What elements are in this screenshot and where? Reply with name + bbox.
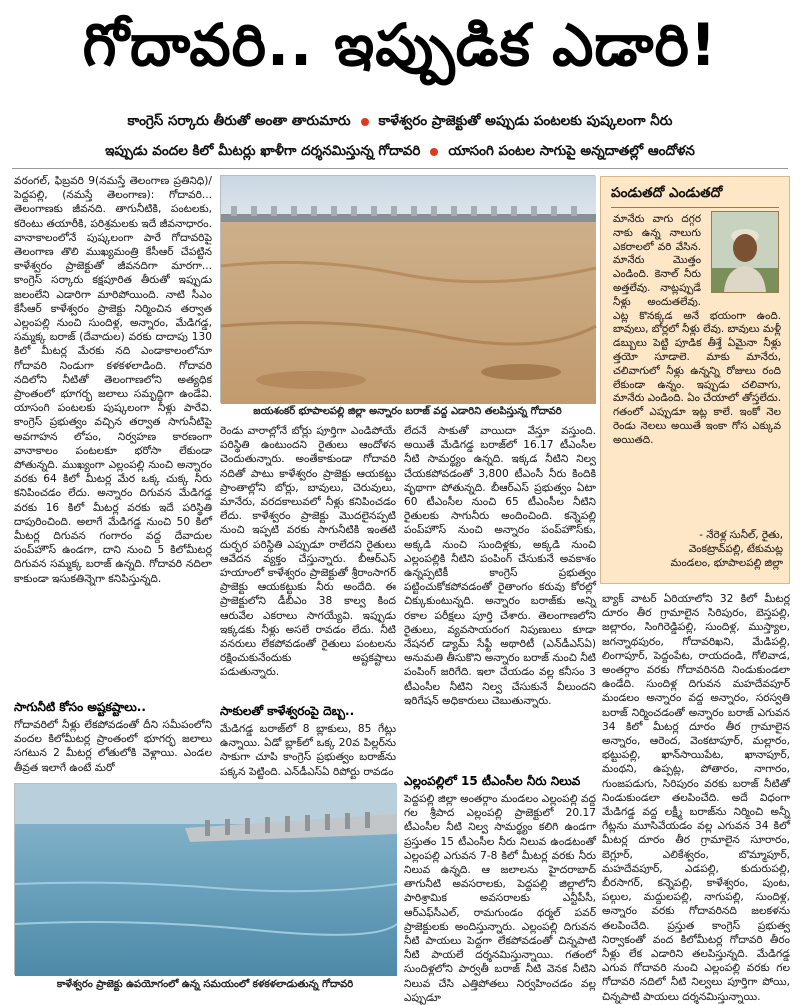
page-headline: గోదావరి.. ఇప్పుడిక ఎడారి!	[82, 10, 718, 79]
article-column-1	[14, 174, 212, 694]
signature-line-3: మండలం, భూపాలపల్లి జిల్లా	[670, 556, 783, 569]
article-intro: వరంగల్, ఫిబ్రవరి 9(నమస్తే తెలంగాణ ప్రతినిధి)/పెద్దపల్లి, (నమస్తే తెలంగాణ): గోదావరి... తెలంగాణకు జీవనది. తాగునీటికి, పంటలకు, కరెంటు తయారీకి, పరిశ్రమలకు ఇదే జీవనాధారం. వానాకాలంలోనే పుష్కలంగా పారే గోదావరిపై తెలంగాణ తొలి ముఖ్యమంత్రి కేసీఆర్ చేపట్టిన కాళేశ్వరం ప్రాజెక్టుతో జీవనదిగా మారగా... కాంగ్రెస్ సర్కారు కక్షపూరిత తీరుతో ఇప్పుడు జలంలేని ఎడారిగా మారిపోయింది. నాటి సీఎం కేసీఆర్ కాళేశ్వరం ప్రాజెక్టు నిర్మించిన తర్వాత ఎల్లంపల్లి నుంచి సుందిళ్ల, అన్నారం, మేడిగడ్డ, సమ్మక్క బరాజ్ (దేవాదుల) వరకు దాదాపు 130 కిలో మీటర్ల మేరకు నది ఎండాకాలంలోనూ గోదావరి నిండుగా కళకళలాడింది. గోదావరి నదిలోని నీటితో తెలంగాణలోని అత్యధిక ప్రాంతంలో భూగర్భ జలాలు సమృద్ధిగా ఉండేవి. యాసంగి పంటలకు పుష్కలంగా నీళ్లు పారేవి. కాంగ్రెస్ ప్రభుత్వం వచ్చిన తర్వాత సాగునీటిపై అవగాహన లోపం, నిర్వహణ కారణంగా వానాకాలం పంటలకూ భరోసా లేకుండా పోతున్నది. ముఖ్యంగా ఎల్లంపల్లి నుంచి అన్నారం వరకు 64 కిలో మీటర్ల మేర ఒక్క చుక్క నీరు కనిపించడం లేదు. అన్నారం దిగువన మేడిగడ్డ వరకు 16 కిలో మీటర్ల వరకు ఇదే పరిస్థితి దాపురించింది. అలాగే మేడిగడ్డ నుంచి 50 కిలో మీటర్ల దిగువన గంగారం వద్ద దేవాదుల పంప్‌హౌస్‌ ఉండగా, దాని నుంచి 5 కిలోమీటర్ల దిగువన సమ్మక్క బరాజ్ ఉన్నది. గోదావరి నదిలా కాకుండా ఇసుకతిన్నెగా కనిపిస్తున్నది.	[14, 175, 212, 585]
subhead-kaleshwaram: సాకులతో కాళేశ్వరంపై దెబ్బ..	[220, 704, 355, 718]
article-column-2-cont	[220, 722, 396, 780]
signature-line-1: - నేరెళ్ల సునీల్, రైతు,	[699, 529, 783, 541]
deck-line-1	[0, 108, 800, 136]
farmer-quote-box	[600, 176, 790, 584]
header-rule	[12, 168, 788, 169]
article-paragraph: పెద్దపల్లి జిల్లా అంతర్గాం మండలం ఎల్లంపల్లి వద్ద గల శ్రీపాద ఎల్లంపల్లి ప్రాజెక్టులో 20.17 టీఎంసీల నీటి నిల్వ సామర్థ్యం కలిగి ఉండగా ప్రస్తుతం 15 టీఎంసీల నీరు నిలువ ఉండటంతో ఎల్లంపల్లి ఎగువన 7-8 కిలో మీటర్ల వరకు నీరు నిలువ ఉన్నది. ఆ జలాలను హైదరాబాద్ తాగునీటి అవసరాలకు, పెద్దపల్లి జిల్లాలోని పారిశ్రామిక అవసరాలకు ఎన్టీపీసీ, ఆర్‌ఎఫ్‌సీఎల్, రామగుండం థర్మల్ పవర్ ప్రాజెక్టులకు అందిస్తున్నారు. ఎల్లంపల్లి దిగువన నీటి పాయలు పెద్దగా లేకపోవడంతో చిన్నపాటి నీటి పాయలే దర్శనమిస్తున్నాయి. గతంలో సుందిళ్లలోని పార్వతీ బరాజ్ నీటి వెనక నీటిని నిలువ చేసి ఎత్తిపోతలు నిర్వహించడం వల్ల ఎప్పుడూ	[404, 793, 596, 1004]
article-paragraph: బ్యాక్ వాటర్ ఏరియాలోని 32 కిలో మీటర్ల దూరం తీర గ్రామాలైన సిరిపురం, బెస్తపల్లి, జల్లారం, సింగిరెడ్డిపల్లి, సుందిళ్ల, ముస్త్యాల, జగన్నాథపురం, గోదావరిఖని, మేడిపల్లి, లింగాపూర్, పెద్దంపేట, రాయదండి, గోలివాడ, అంతర్గాం వరకు గోదావరినది నిండుకుండలా ఉండేది. సుందిళ్ల దిగువన మహదేవపూర్ మండలం అన్నారం వద్ద అన్నారం, సరస్వతి బరాజ్ నిర్మించడంతో అన్నారం బరాజ్ ఎగువన 34 కిలో మీటర్ల దూరం తీర గ్రామాలైన అన్నారం, ఆరెంద, వెంకటాపూర్, మల్లారం, భట్టుపల్లి, ఖాన్‌సాయిపేట, ఖానాపూర్, మంథని, ఉప్పట్ల, పోతారం, నాగారం, గుంజపడుగు, సిరిపురం వరకు బరాజ్ నీటితో నిండుకుండలా తలపించేది. అదే విధంగా మేడిగడ్డ వద్ద లక్ష్మీ బరాజ్‌ను నిర్మించి అన్నీ గేట్లను మూసివేయడం వల్ల ఎగువన 34 కిలో మీటర్ల దూరం తీర గ్రామాలైన సూరారం, బెగ్లూర్, ఎలికేశ్వరం, బొమ్మాపూర్, మహదేవపూర్, ఎడపల్లి, కుదురుపల్లి, బీరసాగర్, కన్నెపల్లి, కాళేశ్వరం, పుంట, పల్గుల, మద్దులపల్లి, నాగుపల్లి, సుందిళ్ల, అన్నారం వరకు గోదావరినది జలకళను తలపించేది. ప్రస్తుత కాంగ్రెస్ ప్రభుత్వ నిర్వాకంతో వంద కిలోమీటర్ల గోదావరి తీరం నీళ్లు లేక ఎడారిని తలపిస్తున్నది. మేడిగడ్డ ఎగువ గోదావరి నుంచి ఎల్లంపల్లి వరకు గల గోదావరి నదిలో నీటి నిల్వలు పూర్తిగా పోయి, చిన్నపాటి పాయలు దర్శనమిస్తున్నాయి.	[602, 593, 790, 1003]
photo-caption-dry-river: జయశంకర్ భూపాలపల్లి జిల్లా అన్నారం బరాజ్ వద్ద ఎడారిని తలపిస్తున్న గోదావరి	[253, 406, 562, 417]
article-column-1-cont	[14, 718, 212, 776]
deck-1b: కాళేశ్వరం ప్రాజెక్టుతో అప్పుడు పంటలకు పుష్కలంగా నీరు	[378, 112, 673, 129]
full-river-illustration	[15, 784, 397, 976]
deck-2b: యాసంగి పంటల సాగుపై అన్నదాతల్లో ఆందోళన	[448, 142, 695, 159]
quote-signature	[611, 529, 783, 570]
deck-1a: కాంగ్రెస్ సర్కారు తీరుతో అంతా తారుమారు	[127, 112, 351, 129]
article-column-4	[602, 592, 790, 1003]
article-column-2	[220, 424, 396, 696]
deck-2a: ఇప్పుడు వందల కిలో మీటర్లు ఖాళీగా దర్శనమిస్తున్న గోదావరి	[105, 142, 421, 159]
farmer-quote-text	[613, 213, 781, 543]
quote-box-title: పండుతదో ఎండుతదో	[611, 185, 723, 201]
quote-body: మానేరు వాగు దగ్గర నాకు ఉన్న నాలుగు ఎకరాలలో వరి వేసిన. మానేరు మొత్తం ఎండింది. కెనాల్ నీరు అత్తలేవు. నాట్లప్పుడే నీళ్లు అందుతలేవు. ఎట్ల కొనక్కడ అనే భయంగా ఉంది. బావులు, బోర్లలో నీళ్లు లేవు. బావులు మళ్లీ డబ్బులు పెట్టి పూడిక తీశ్తే ఏమైనా నీళ్లు త్తయో సూడాలె. మాకు మానేరు, చలివాగులో నీళ్లు ఉన్నన్ని రోజులు రంది లేకుండా ఉన్నం. ఇప్పుడు చలివాగు, మానేరు ఎండింది. ఏం చేయాలో తోస్తలేదు. గతంలో ఎప్పుడూ ఇట్ల కాలే. ఇంకో నెల రెండు నెలలు అయితే ఇంకా గోస ఎక్కువ అయితది.	[613, 213, 781, 446]
bullet-icon	[430, 148, 438, 156]
dry-river-illustration	[221, 176, 596, 404]
article-paragraph: లేదనే సాకుతో వాయిదా వేస్తూ వస్తుంది. అయితే మేడిగడ్డ బరాజ్‌లో 16.17 టీఎంసీల నీటి సామర్థ్యం ఉన్నది. ఇక్కడ నీటిని నిల్వ చేయకపోవడంతో 3,800 టీఎంసీ నీరు కిందికి వృథాగా పోతున్నది. బీఆర్ఎస్ ప్రభుత్వం ఏటా 60 టీఎంసీల నుంచి 65 టీఎంసీల నీటిని రైతులకు సాగునీరు అందించింది. కన్నెపల్లి పంప్‌హౌస్ నుంచి అన్నారం పంప్‌హౌస్‌కు, అక్కడి నుంచి సుందిళ్లకు, అక్కడి నుంచి ఎల్లంపల్లికి నీటిని పంపింగ్ చేసుకునే అవకాశం ఉన్నప్పటికీ కాంగ్రెస్ ప్రభుత్వం పట్టించుకోకపోవడంతో రైతాంగం కరువు కోరల్లో చిక్కుకుంటున్నది. అన్నారం బరాజ్‌కు అన్ని రకాల పరీక్షలు పూర్తి చేశారు. తెలంగాణలోని రైతులు, వ్యవసాయరంగ నిపుణులు కూడా నేషనల్ డ్యామ్ సేఫ్టీ అథారిటీ (ఎన్‌డీఎస్‌ఏ) అనుమతి తీసుకొని అన్నారం బరాజ్ నుంచి నీటి పంపింగ్ జరిగేది. ఇలా చేయడం వల్ల కనీసం 3 టీఎంసీల నీటిని నిల్వ చేసుకునే వీలుందని ఇరిగేషన్ అధికారులు చెబుతున్నారు.	[404, 425, 596, 707]
bullet-icon	[361, 118, 369, 126]
dry-river-photo	[220, 175, 595, 403]
deck-line-2	[0, 138, 800, 166]
article-column-3-cont	[404, 792, 596, 1004]
article-paragraph: రెండు వారాల్లోనే బోర్లు పూర్తిగా ఎండిపోయే పరిస్థితి ఉంటుందని రైతులు ఆందోళన చెందుతున్నారు. అంతేకాకుండా గోదావరి నదితో పాటు కాళేశ్వరం ప్రాజెక్టు ఆయకట్టు ప్రాంతాల్లోని బోర్లు, బావులు, చెరువులు, మానేరు, వరదకాలువలో నీళ్లు కనిపించడం లేదు. కాళేశ్వరం ప్రాజెక్టు మొదలైనప్పటి నుంచి ఇప్పటి వరకు సాగునీటికి ఇంతటి దుర్భర పరిస్థితి ఎప్పుడూ రాలేదని రైతులు ఆవేదన వ్యక్తం చేస్తున్నారు. బీఆర్ఎస్ హయాంలో కాళేశ్వరం ప్రాజెక్టుతో శ్రీరాంసాగర్ ప్రాజెక్టు ఆయకట్టుకు నీరు అందేది. ఈ ప్రాజెక్టులోని డీబీఎం 38 కాల్వ కింద ఆరువేల ఎకరాలు సాగయ్యేవి. ఇప్పుడు ఇక్కడకు నీళ్లు అసలే రావడం లేదు. నీటి వనరులు లేకపోవడంతో రైతులు పంటలను రక్షించుకునేందుకు అష్టకష్టాలు పడుతున్నారు.	[220, 425, 396, 679]
full-river-photo	[14, 783, 396, 975]
article-paragraph: గోదావరిలో నీళ్లు లేకపోవడంతో దీని సమీపంలోని వందల కిలోమీటర్ల ప్రాంతంలో భూగర్భ జలాలు సగటున 2 మీటర్ల లోతులోకి వెళ్లాయి. ఎండల తీవ్రత ఇలాగే ఉంటే మరో	[14, 719, 212, 774]
article-column-3	[404, 424, 596, 768]
article-paragraph: మేడిగడ్డ బరాజ్‌లో 8 బ్లాకులు, 85 గేట్లు ఉన్నాయి. ఏడో బ్లాక్‌లో ఒక్క 20వ పిల్లర్‌ను సాకుగా చూపి కాంగ్రెస్ ప్రభుత్వం బరాజ్‌ను పక్కన పెట్టింది. ఎన్‌డీఎస్‌ఏ రిపోర్టు రావడం	[220, 723, 396, 778]
subhead-irrigation: సాగునీటి కోసం అష్టకష్టాలు..	[14, 700, 146, 714]
quote-box-rule	[611, 207, 779, 208]
signature-line-2: వెంకట్రావ్‌పల్లి, టేకుమట్ల	[688, 542, 783, 555]
photo-caption-full-river: కాళేశ్వరం ప్రాజెక్టు ఉపయోగంలో ఉన్న సమయంలో కళకళలాడుతున్న గోదావరి	[56, 979, 354, 990]
subhead-yellampalli: ఎల్లంపల్లిలో 15 టీఎంసీల నీరు నిలువ	[404, 774, 581, 788]
